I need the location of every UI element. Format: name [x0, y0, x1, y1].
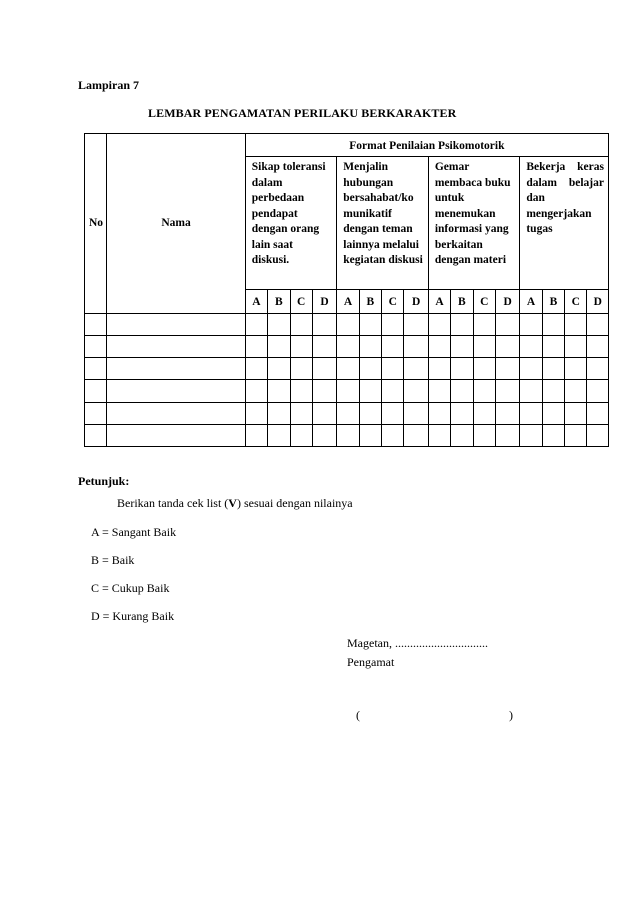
grade-label-2-b: B	[359, 290, 381, 313]
grade-cell	[404, 380, 428, 402]
grade-label-2-c: C	[382, 290, 404, 313]
instructions-text-before: Berikan tanda cek list (	[117, 496, 229, 510]
legend-c: C = Cukup Baik	[91, 581, 170, 595]
grade-cell	[359, 358, 381, 380]
grade-cell	[245, 380, 267, 402]
grade-label-4-b: B	[542, 290, 564, 313]
nama-cell	[107, 380, 245, 402]
grade-cell	[428, 335, 450, 357]
grade-cell	[245, 358, 267, 380]
grade-cell	[473, 358, 495, 380]
grade-cell	[245, 424, 267, 446]
no-cell	[85, 424, 107, 446]
grade-cell	[473, 380, 495, 402]
grade-cell	[382, 313, 404, 335]
grade-cell	[290, 313, 312, 335]
grade-cell	[542, 313, 564, 335]
signature-paren-close: )	[509, 708, 513, 722]
grade-cell	[268, 380, 290, 402]
grade-cell	[428, 358, 450, 380]
grade-cell	[587, 424, 609, 446]
grade-label-1-c: C	[290, 290, 312, 313]
grade-label-3-a: A	[428, 290, 450, 313]
grade-cell	[495, 335, 519, 357]
grade-cell	[312, 380, 336, 402]
grade-cell	[359, 402, 381, 424]
grade-cell	[404, 335, 428, 357]
signature-place-date: Magetan, ...............................	[347, 636, 488, 650]
table-row	[85, 358, 609, 380]
grade-label-4-a: A	[520, 290, 542, 313]
table-row	[85, 424, 609, 446]
grade-cell	[337, 358, 359, 380]
grade-cell	[565, 358, 587, 380]
grade-cell	[495, 402, 519, 424]
grade-cell	[451, 380, 473, 402]
no-cell	[85, 402, 107, 424]
grade-cell	[587, 402, 609, 424]
grade-cell	[290, 424, 312, 446]
nama-cell	[107, 335, 245, 357]
grade-cell	[428, 402, 450, 424]
grade-cell	[565, 402, 587, 424]
grade-cell	[587, 335, 609, 357]
grade-cell	[312, 402, 336, 424]
grade-cell	[428, 380, 450, 402]
criterion-3: Gemar membaca buku untuk menemukan informasi yang berkaitan dengan materi	[428, 157, 520, 290]
column-header-nama: Nama	[107, 134, 245, 314]
grade-label-1-a: A	[245, 290, 267, 313]
grade-cell	[565, 313, 587, 335]
grade-cell	[290, 335, 312, 357]
grade-cell	[542, 402, 564, 424]
grade-cell	[565, 335, 587, 357]
grade-label-2-d: D	[404, 290, 428, 313]
no-cell	[85, 313, 107, 335]
grade-cell	[428, 424, 450, 446]
grade-cell	[245, 402, 267, 424]
column-header-no: No	[85, 134, 107, 314]
grade-cell	[312, 358, 336, 380]
grade-cell	[520, 313, 542, 335]
criterion-4: Bekerja keras dalam belajar dan mengerjakan tugas	[520, 157, 609, 290]
no-cell	[85, 380, 107, 402]
no-cell	[85, 358, 107, 380]
instructions-text-after: ) sesuai dengan nilainya	[236, 496, 353, 510]
grade-cell	[451, 424, 473, 446]
grade-cell	[382, 424, 404, 446]
grade-cell	[337, 424, 359, 446]
signature-role: Pengamat	[347, 655, 395, 669]
group-header-format: Format Penilaian Psikomotorik	[245, 134, 608, 157]
grade-cell	[565, 424, 587, 446]
grade-cell	[312, 424, 336, 446]
grade-label-1-b: B	[268, 290, 290, 313]
criterion-2: Menjalin hubungan bersahabat/ko munikatif dengan teman lainnya melalui kegiatan diskusi	[337, 157, 429, 290]
grade-cell	[473, 313, 495, 335]
grade-cell	[520, 402, 542, 424]
grade-label-1-d: D	[312, 290, 336, 313]
grade-cell	[245, 335, 267, 357]
grade-label-3-c: C	[473, 290, 495, 313]
grade-cell	[337, 402, 359, 424]
grade-cell	[245, 313, 267, 335]
grade-cell	[359, 335, 381, 357]
grade-cell	[268, 402, 290, 424]
grade-cell	[359, 424, 381, 446]
grade-label-3-b: B	[451, 290, 473, 313]
nama-cell	[107, 402, 245, 424]
grade-cell	[268, 358, 290, 380]
grade-cell	[451, 313, 473, 335]
grade-cell	[473, 335, 495, 357]
grade-cell	[542, 424, 564, 446]
grade-label-4-c: C	[565, 290, 587, 313]
grade-cell	[382, 402, 404, 424]
grade-cell	[382, 380, 404, 402]
document-title: LEMBAR PENGAMATAN PERILAKU BERKARAKTER	[148, 106, 457, 120]
criterion-1: Sikap toleransi dalam perbedaan pendapat dengan orang lain saat diskusi.	[245, 157, 337, 290]
signature-paren-open: (	[356, 708, 360, 722]
no-cell	[85, 335, 107, 357]
grade-cell	[268, 313, 290, 335]
grade-cell	[520, 335, 542, 357]
grade-cell	[565, 380, 587, 402]
grade-cell	[520, 358, 542, 380]
grade-cell	[268, 424, 290, 446]
grade-cell	[520, 380, 542, 402]
grade-cell	[495, 358, 519, 380]
grade-cell	[290, 380, 312, 402]
grade-cell	[382, 335, 404, 357]
check-mark: V	[228, 496, 237, 510]
grade-cell	[404, 402, 428, 424]
grade-cell	[473, 424, 495, 446]
grade-cell	[428, 313, 450, 335]
attachment-label: Lampiran 7	[78, 78, 140, 92]
table-row	[85, 335, 609, 357]
grade-cell	[359, 313, 381, 335]
grade-cell	[404, 313, 428, 335]
grade-cell	[587, 313, 609, 335]
grade-cell	[382, 358, 404, 380]
grade-cell	[312, 313, 336, 335]
legend-d: D = Kurang Baik	[91, 609, 175, 623]
legend-b: B = Baik	[91, 553, 135, 567]
grade-cell	[542, 335, 564, 357]
table-row	[85, 380, 609, 402]
grade-cell	[451, 358, 473, 380]
grade-cell	[337, 380, 359, 402]
grade-cell	[359, 380, 381, 402]
table-row	[85, 402, 609, 424]
grade-cell	[495, 424, 519, 446]
grade-cell	[404, 424, 428, 446]
grade-cell	[451, 335, 473, 357]
nama-cell	[107, 424, 245, 446]
grade-cell	[587, 380, 609, 402]
grade-label-2-a: A	[337, 290, 359, 313]
grade-cell	[451, 402, 473, 424]
grade-cell	[520, 424, 542, 446]
grade-cell	[337, 335, 359, 357]
instructions-heading: Petunjuk:	[78, 474, 130, 488]
grade-cell	[290, 358, 312, 380]
observation-table	[84, 133, 609, 447]
grade-cell	[542, 380, 564, 402]
grade-cell	[404, 358, 428, 380]
grade-cell	[290, 402, 312, 424]
grade-label-4-d: D	[587, 290, 609, 313]
grade-cell	[587, 358, 609, 380]
nama-cell	[107, 358, 245, 380]
instructions-text	[117, 496, 353, 511]
grade-cell	[312, 335, 336, 357]
grade-label-3-d: D	[495, 290, 519, 313]
grade-cell	[337, 313, 359, 335]
grade-cell	[268, 335, 290, 357]
grade-cell	[542, 358, 564, 380]
grade-cell	[473, 402, 495, 424]
grade-cell	[495, 380, 519, 402]
table-row	[85, 313, 609, 335]
legend-a: A = Sangant Baik	[91, 525, 177, 539]
nama-cell	[107, 313, 245, 335]
grade-cell	[495, 313, 519, 335]
